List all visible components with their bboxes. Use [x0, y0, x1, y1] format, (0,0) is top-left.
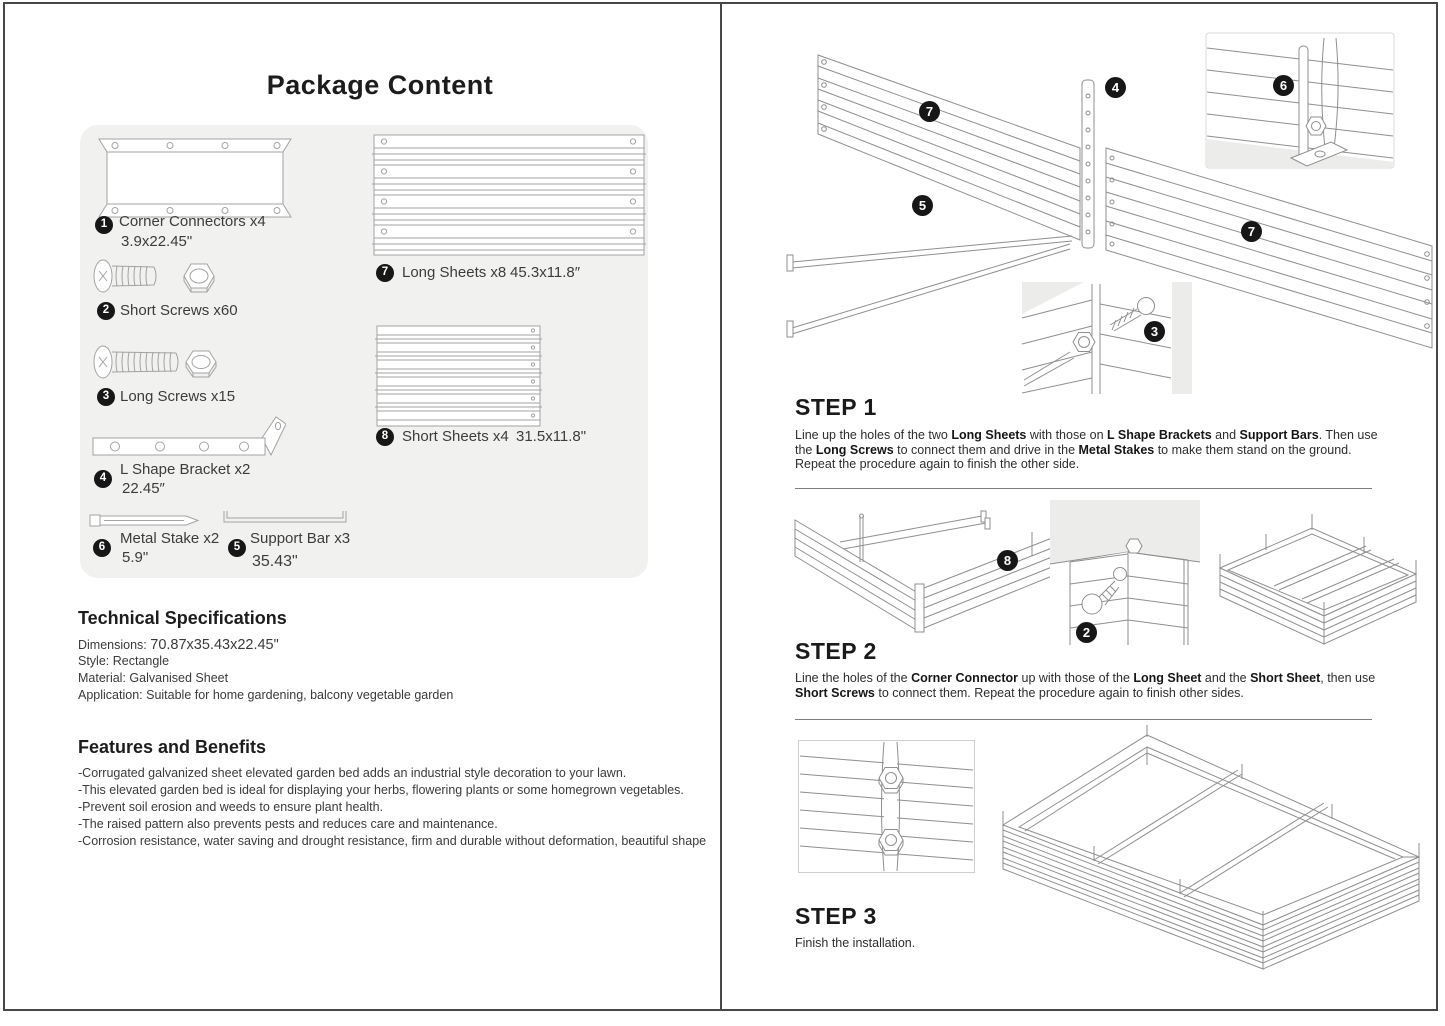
part-4-dims: 22.45″	[122, 480, 165, 497]
short-sheets-drawing	[373, 323, 545, 429]
part-7-badge: 7	[376, 264, 394, 282]
step1-callout-5: 5	[912, 195, 933, 216]
step1-callout-3: 3	[1144, 321, 1165, 342]
part-7-dims: 45.3x11.8″	[510, 264, 581, 281]
spec-dimensions-value: 70.87x35.43x22.45"	[150, 637, 279, 653]
feature-item: -Prevent soil erosion and weeds to ensure plant health.	[78, 800, 384, 814]
long-sheets-drawing	[370, 133, 648, 257]
step3-finished-bed-diagram	[995, 725, 1427, 970]
corner-connector-drawing	[92, 135, 298, 225]
spec-dimensions	[78, 637, 279, 653]
feature-item: -Corrosion resistance, water saving and drought resistance, firm and durable without deformation, beautiful shape	[78, 834, 707, 848]
part-2-name: Short Screws x60	[120, 302, 238, 319]
step3-heading: STEP 3	[795, 903, 877, 929]
step2-callout-8: 8	[997, 550, 1018, 571]
tech-specs-heading: Technical Specifications	[78, 608, 287, 628]
step1-callout-7-right: 7	[1241, 221, 1262, 242]
part-4-badge: 4	[94, 470, 112, 488]
part-1-dims: 3.9x22.45"	[121, 233, 193, 250]
part-5-dims: 35.43"	[252, 553, 298, 570]
step2-callout-2: 2	[1076, 622, 1097, 643]
long-screw-drawing	[90, 339, 232, 385]
feature-item: -This elevated garden bed is ideal for displaying your herbs, flowering plants or some homegrown vegetables.	[78, 783, 684, 797]
part-3-name: Long Screws x15	[120, 388, 236, 405]
spec-material-label: Material:	[78, 671, 126, 685]
spec-dimensions-label: Dimensions:	[78, 638, 147, 652]
part-7-name: Long Sheets x8	[402, 264, 507, 281]
step1-callout-6: 6	[1273, 75, 1294, 96]
spec-material-value: Galvanised Sheet	[129, 671, 229, 685]
metal-stake-drawing	[88, 512, 202, 530]
step1-instructions: Line up the holes of the two Long Sheets with those on L Shape Brackets and Support Bars. Then use the Long Screws to connect them and drive in the Metal Stakes to make them stand on the ground. Repeat the procedure again to finish the other side.	[795, 428, 1378, 472]
spec-application	[78, 688, 453, 702]
part-6-dims: 5.9"	[122, 549, 149, 566]
part-8-name: Short Sheets x4	[402, 428, 509, 445]
part-4-name: L Shape Bracket x2	[120, 461, 251, 478]
part-1-name: Corner Connectors x4	[119, 213, 266, 230]
spec-style	[78, 654, 169, 668]
package-content-box	[80, 125, 648, 578]
part-3-badge: 3	[97, 388, 115, 406]
part-2-badge: 2	[97, 302, 115, 320]
spec-style-label: Style:	[78, 654, 110, 668]
step3-instructions: Finish the installation.	[795, 936, 916, 950]
spec-application-label: Application:	[78, 688, 143, 702]
l-shape-bracket-drawing	[90, 413, 286, 465]
center-divider	[720, 2, 722, 1011]
short-screw-drawing	[90, 253, 232, 299]
step1-callout-7-left: 7	[919, 101, 940, 122]
step2-instructions: Line the holes of the Corner Connector up with those of the Long Sheet and the Short Sheet, then use Short Screws to connect them. Repeat the procedure again to finish other sides.	[795, 671, 1376, 700]
part-5-badge: 5	[228, 539, 246, 557]
features-heading: Features and Benefits	[78, 737, 267, 757]
part-5-name: Support Bar x3	[250, 530, 351, 547]
step1-callout-4: 4	[1105, 77, 1126, 98]
spec-application-value: Suitable for home gardening, balcony vegetable garden	[146, 688, 454, 702]
step1-assembly-diagram	[740, 8, 1440, 396]
part-1-badge: 1	[95, 216, 113, 234]
support-bar-drawing	[220, 508, 350, 530]
feature-item: -Corrugated galvanized sheet elevated garden bed adds an industrial style decoration to your lawn.	[78, 766, 627, 780]
page-title: Package Content	[266, 70, 494, 100]
divider-1	[795, 488, 1372, 489]
spec-style-value: Rectangle	[112, 654, 170, 668]
part-8-dims: 31.5x11.8"	[516, 428, 587, 445]
step1-heading: STEP 1	[795, 394, 877, 420]
divider-2	[795, 719, 1372, 720]
part-6-name: Metal Stake x2	[120, 530, 220, 547]
step2-heading: STEP 2	[795, 638, 877, 664]
step3-bolt-detail-diagram	[798, 740, 975, 873]
spec-material	[78, 671, 228, 685]
feature-item: -The raised pattern also prevents pests and reduces care and maintenance.	[78, 817, 498, 831]
part-6-badge: 6	[93, 539, 111, 557]
part-8-badge: 8	[376, 428, 394, 446]
